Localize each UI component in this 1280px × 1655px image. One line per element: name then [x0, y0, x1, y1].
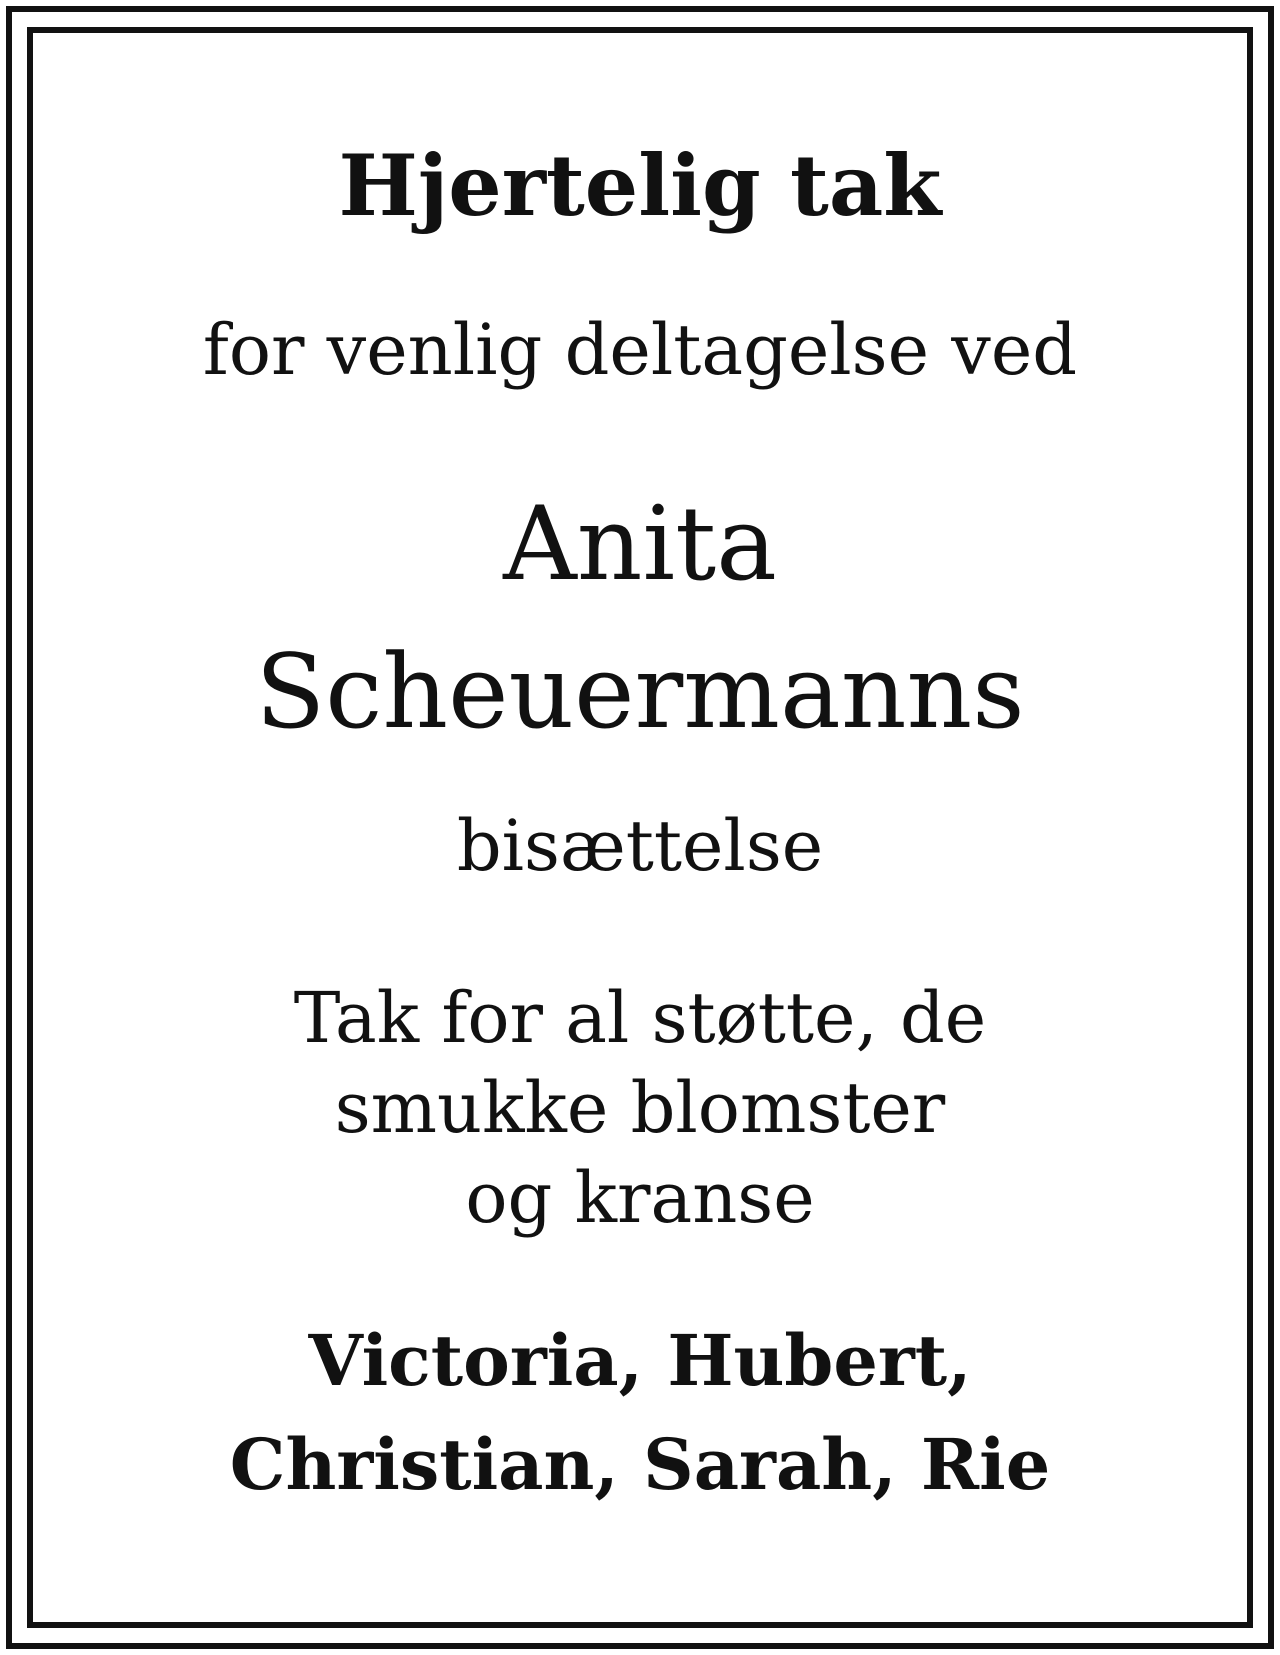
- message-line: smukke blomster: [334, 1067, 946, 1149]
- notice-intro: for venlig deltagelse ved: [202, 309, 1078, 391]
- notice-event: bisættelse: [456, 805, 824, 887]
- family-signatures: [33, 1309, 1247, 1517]
- thank-you-message: [33, 973, 1247, 1243]
- notice-heading: Hjertelig tak: [338, 136, 942, 235]
- signature-line: Christian, Sarah, Rie: [229, 1423, 1051, 1506]
- message-line: Tak for al støtte, de: [293, 977, 987, 1059]
- deceased-name: [33, 471, 1247, 767]
- signature-line: Victoria, Hubert,: [308, 1319, 972, 1402]
- deceased-last-name: Scheuermanns: [255, 633, 1025, 752]
- deceased-first-name: Anita: [503, 485, 777, 604]
- message-line: og kranse: [465, 1157, 815, 1239]
- thank-you-notice: [33, 33, 1247, 1622]
